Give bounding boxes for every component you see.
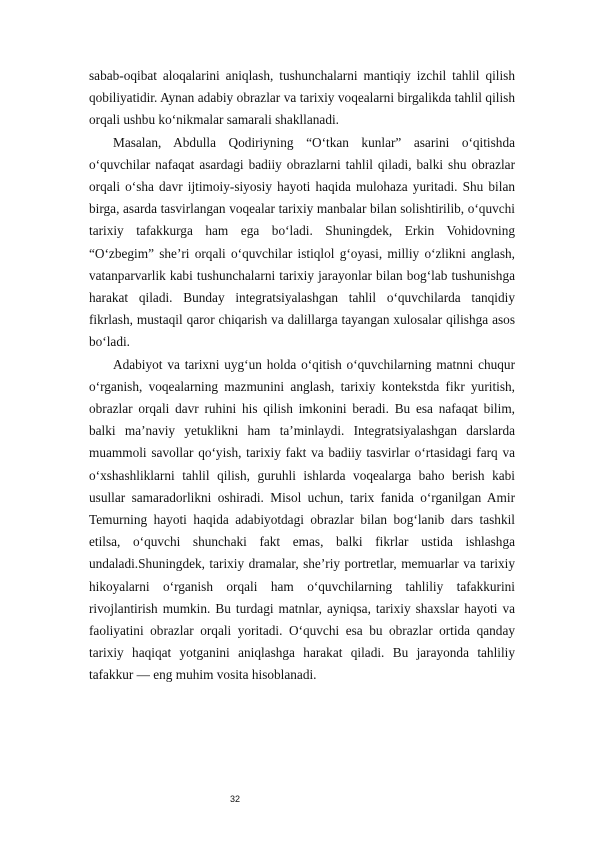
paragraph-integration: Adabiyot va tarixni uyg‘un holda o‘qitish o‘quvchilarning matnni chuqur o‘rganish, voqealarning mazmunini anglash, tarixiy kontekstda fikr yuritish, obrazlar orqali davr ruhini his qilish imkonini beradi. Bu esa nafaqat bilim, balki ma’naviy yetuklikni ham ta’minlaydi. Integratsiyalashgan darslarda muammoli savollar qo‘yish, tarixiy fakt va badiiy tasvirlar o‘rtasidagi farq va o‘xshashliklarni tahlil qilish, guruhli ishlarda voqealarga baho berish kabi usullar samaradorlikni oshiradi. Misol uchun, tarix fanida o‘rganilgan Amir Temurning hayoti haqida adabiyotdagi obrazlar bilan bog‘lanib dars tashkil etilsa, o‘quvchi shunchaki fakt emas, balki fikrlar ustida ishlashga undaladi.Shuningdek, tarixiy dramalar, she’riy portretlar, memuarlar va tarixiy hikoyalarni o‘rganish orqali ham o‘quvchilarning tahliliy tafakkurini rivojlantirish mumkin. Bu turdagi matnlar, ayniqsa, tarixiy shaxslar hayoti va faoliyatini obrazlar orqali yoritadi. O‘quvchi esa bu obrazlar ortida qanday tarixiy haqiqat yotganini aniqlashga harakat qiladi. Bu jarayonda tahliliy tafakkur — eng muhim vosita hisoblanadi. [89,356,515,683]
paragraph-example: Masalan, Abdulla Qodiriyning “O‘tkan kunlar” asarini o‘qitishda o‘quvchilar nafaqat asardagi badiiy obrazlarni tahlil qiladi, balki shu obrazlar orqali o‘sha davr ijtimoiy-siyosiy hayoti haqida mulohaza yuritadi. Shu bilan birga, asarda tasvirlangan voqealar tarixiy manbalar bilan solishtirilib, o‘quvchi tarixiy tafakkurga ham ega bo‘ladi. Shuningdek, Erkin Vohidovning “O‘zbegim” she’ri orqali o‘quvchilar istiqlol g‘oyasi, milliy o‘zlikni anglash, vatanparvarlik kabi tushunchalarni tarixiy jarayonlar bilan bog‘lab tushunishga harakat qiladi. Bunday integratsiyalashgan tahlil o‘quvchilarda tanqidiy fikrlash, mustaqil qaror chiqarish va dalillarga tayangan xulosalar qilishga asos bo‘ladi. [89,134,515,350]
paragraph-continuation: sabab-oqibat aloqalarini aniqlash, tushunchalarni mantiqiy izchil tahlil qilish qobiliyatidir. Aynan adabiy obrazlar va tarixiy voqealarni birgalikda tahlil qilish orqali ushbu ko‘nikmalar samarali shakllanadi. [89,68,515,128]
document-body [89,65,515,687]
page-number: 32 [230,794,241,804]
